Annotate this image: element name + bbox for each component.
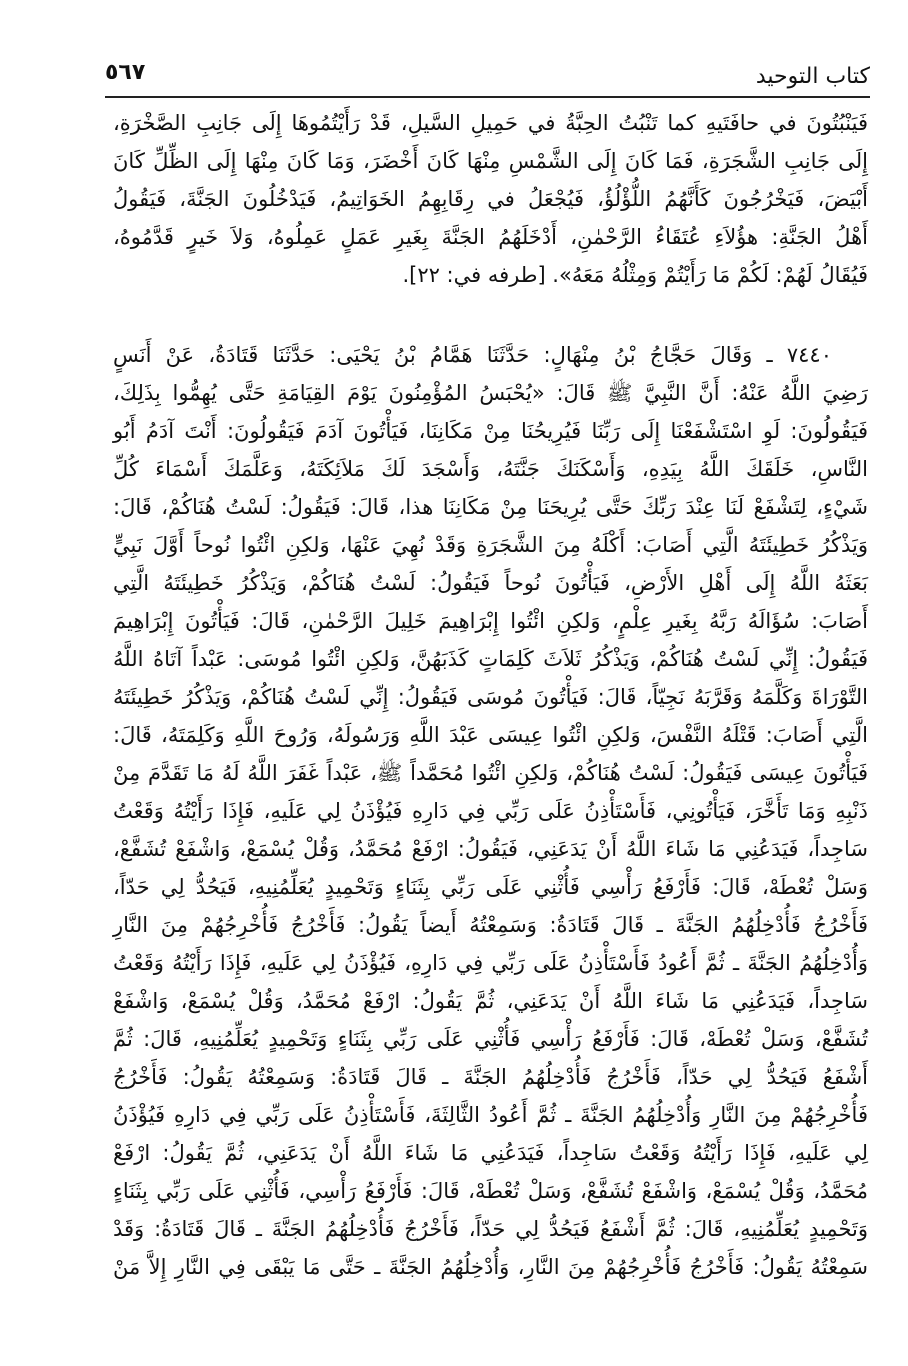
text-line: لِي عَلَيهِ، فَإِذَا رَأَيْتُهُ وَقَعْتُ سَاجِداً، فَيَدَعُنِي مَا شَاءَ اللَّهُ أَنْ يَدَعَنِي، ثُمَّ يَقُولُ: ارْفَعْ <box>113 1141 868 1165</box>
text-line: الَّتِي أَصَابَ: قَتْلَهُ النَّفْسَ، وَلكِنِ ائْتُوا عِيسَى عَبْدَ اللَّهِ وَرَسُولَهُ، وَرُوحَ اللَّهِ وَكَلِمَتَهُ، قَالَ: <box>113 723 868 747</box>
text-line: شَيْءٍ، لِتَشْفَعْ لَنَا عِنْدَ رَبِّكَ حَتَّى يُرِيحَنَا مِنْ مَكَانِنَا هذا، قَالَ: فَيَقُولُ: لَسْتُ هُنَاكُمْ، قَالَ: <box>113 495 868 519</box>
text-line: سَمِعْتُهُ يَقُولُ: فَأَخْرُجُ فَأُخْرِجُهُمْ مِنَ النَّارِ، وَأُدْخِلُهُمُ الجَنَّةَ ـ حَتَّى مَا يَبْقَى فِي النَّارِ إِلاَّ مَنْ <box>113 1255 868 1279</box>
page-number: ٥٦٧ <box>105 60 146 85</box>
text-line: وَتَحْمِيدٍ يُعَلِّمُنِيهِ، قَالَ: ثُمَّ أَشْفَعُ فَيَحُدُّ لِي حَدّاً، فَأَخْرُجُ فَأُدْخِلُهُمُ الجَنَّةَ ـ قَالَ قَتَادَةُ: وَقَدْ <box>113 1217 868 1241</box>
running-header <box>105 56 870 96</box>
text-line: فَأُخْرِجُهُمْ مِنَ النَّارِ وَأُدْخِلُهُمُ الجَنَّةَ ـ ثُمَّ أَعُودُ الثَّالِثَةَ، فَأَسْتَأْذِنُ عَلَى رَبِّي فِي دَارِهِ فَيُؤْذَنُ <box>113 1103 868 1127</box>
text-line: فَيَقُولُونَ: لَوِ اسْتَشْفَعْنَا إِلَى رَبِّنَا فَيُرِيحُنَا مِنْ مَكَانِنَا، فَيَأْتُونَ آدَمَ فَيَقُولُونَ: أَنْتَ آدَمُ أَبُو <box>113 419 868 443</box>
text-line: إِلَى جَانِبِ الشَّجَرَةِ، فَمَا كَانَ إِلَى الشَّمْسِ مِنْهَا كَانَ أَخْضَرَ، وَمَا كَانَ مِنْهَا إِلَى الظِّلِّ كَانَ <box>113 149 868 173</box>
text-line: وَأُدْخِلُهُمُ الجَنَّةَ ـ ثُمَّ أَعُودُ فَأَسْتَأْذِنُ عَلَى رَبِّي فِي دَارِهِ، فَيُؤْذَنُ لِي عَلَيهِ، فَإِذَا رَأَيْتُهُ وَقَعْتُ <box>113 951 868 975</box>
text-line: بَعَثَهُ اللَّهُ إِلَى أَهْلِ الأَرْضِ، فَيَأْتُونَ نُوحاً فَيَقُولُ: لَسْتُ هُنَاكُمْ، وَيَذْكُرُ خَطِيئَتَهُ الَّتِي <box>113 571 868 595</box>
paragraph-1 <box>113 104 868 294</box>
text-line: أَهْلُ الجَنَّةِ: هؤُلاَءِ عُتَقَاءُ الرَّحْمٰنِ، أَدْخَلَهُمُ الجَنَّةَ بِغَيرِ عَمَلٍ عَمِلُوهُ، وَلاَ خَيرٍ قَدَّمُوهُ، <box>113 225 868 249</box>
header-rule <box>105 96 870 98</box>
text-line: أَصَابَ: سُؤَالَهُ رَبَّهُ بِغَيرِ عِلْمٍ، وَلكِنِ ائْتُوا إِبْرَاهِيمَ خَلِيلَ الرَّحْمٰنِ، قَالَ: فَيَأْتُونَ إِبْرَاهِيمَ <box>113 609 868 633</box>
text-line: التَّوْرَاةَ وَكَلَّمَهُ وَقَرَّبَهُ نَجِيّاً، قَالَ: فَيَأْتُونَ مُوسَى فَيَقُولُ: إِنِّي لَسْتُ هُنَاكُمْ، وَيَذْكُرُ خَطِيئَتَهُ <box>113 685 868 709</box>
text-line: سَاجِداً، فَيَدَعُنِي مَا شَاءَ اللَّهُ أَنْ يَدَعَنِي، ثُمَّ يَقُولُ: ارْفَعْ مُحَمَّدُ، وَقُلْ يُسْمَعْ، وَاشْفَعْ <box>113 989 868 1013</box>
text-line: فَأَخْرُجُ فَأُدْخِلُهُمُ الجَنَّةَ ـ قَالَ قَتَادَةُ: وَسَمِعْتُهُ أَيضاً يَقُولُ: فَأَخْرُجُ فَأُخْرِجُهُمْ مِنَ النَّارِ <box>113 913 868 937</box>
hadith-7440-paragraph <box>113 336 868 1286</box>
text-line: فَيَنْبُتُونَ في حافَتَيهِ كما تَنْبُتُ الحِبَّةُ في حَمِيلِ السَّيلِ، قَدْ رَأَيْتُمُوهَا إِلَى جَانِبِ الصَّخْرَةِ، <box>113 111 868 135</box>
text-line: أَشْفَعُ فَيَحُدُّ لِي حَدّاً، فَأَخْرُجُ فَأُدْخِلُهُمُ الجَنَّةَ ـ قَالَ قَتَادَةُ: وَسَمِعْتُهُ يَقُولُ: فَأَخْرُجُ <box>113 1065 868 1089</box>
text-line: النَّاسِ، خَلَقَكَ اللَّهُ بِيَدِهِ، وَأَسْكَنَكَ جَنَّتَهُ، وَأَسْجَدَ لَكَ مَلاَئِكَتَهُ، وَعَلَّمَكَ أَسْمَاءَ كُلِّ <box>113 457 868 481</box>
text-line: فَيُقَالُ لَهُمْ: لَكُمْ مَا رَأَيْتُمْ وَمِثْلُهُ مَعَهُ». [طرفه في: ٢٢]. <box>402 263 868 287</box>
text-line: أَبْيَضَ، فَيَخْرُجُونَ كَأَنَّهُمُ اللُّؤْلُؤُ، فَيُجْعَلُ في رِقَابِهِمُ الخَوَاتِيمُ، فَيَدْخُلُونَ الجَنَّةَ، فَيَقُولُ <box>113 187 868 211</box>
book-title: كتاب التوحيد <box>755 64 870 89</box>
text-line: سَاجِداً، فَيَدَعُنِي مَا شَاءَ اللَّهُ أَنْ يَدَعَنِي، فَيَقُولُ: ارْفَعْ مُحَمَّدُ، وَقُلْ يُسْمَعْ، وَاشْفَعْ تُشَفَّعْ، <box>113 837 868 861</box>
text-line: فَيَقُولُ: إِنِّي لَسْتُ هُنَاكُمْ، وَيَذْكُرُ ثَلاَثَ كَلِمَاتٍ كَذَبَهُنَّ، وَلكِنِ ائْتُوا مُوسَى: عَبْداً آتَاهُ اللَّهُ <box>113 647 868 671</box>
text-line: تُشَفَّعْ، وَسَلْ تُعْطَهْ، قَالَ: فَأَرْفَعُ رَأْسِي فَأُثْنِي عَلَى رَبِّي بِثَنَاءٍ وَتَحْمِيدٍ يُعَلِّمُنِيهِ، قَالَ: ثُمَّ <box>113 1027 868 1051</box>
text-line: وَسَلْ تُعْطَهْ، قَالَ: فَأَرْفَعُ رَأْسِي فَأُثْنِي عَلَى رَبِّي بِثَنَاءٍ وَتَحْمِيدٍ يُعَلِّمُنِيهِ، فَيَحُدُّ لِي حَدّاً، <box>113 875 868 899</box>
text-line: فَيَأْتُونَ عِيسَى فَيَقُولُ: لَسْتُ هُنَاكُمْ، وَلكِنِ ائْتُوا مُحَمَّداً ﷺ، عَبْداً غَفَرَ اللَّهُ لَهُ مَا تَقَدَّمَ مِنْ <box>113 761 868 785</box>
text-line: مُحَمَّدُ، وَقُلْ يُسْمَعْ، وَاشْفَعْ تُشَفَّعْ، وَسَلْ تُعْطَهْ، قَالَ: فَأَرْفَعُ رَأْسِي، فَأُثْنِي عَلَى رَبِّي بِثَنَاءٍ <box>113 1179 868 1203</box>
text-line: رَضِيَ اللَّهُ عَنْهُ: أَنَّ النَّبِيَّ ﷺ قَالَ: «يُحْبَسُ المُؤْمِنُونَ يَوْمَ القِيَامَةِ حَتَّى يُهِمُّوا بِذَلِكَ، <box>113 381 868 405</box>
text-line: وَيَذْكُرُ خَطِيئَتَهُ الَّتِي أَصَابَ: أَكْلَهُ مِنَ الشَّجَرَةِ وَقَدْ نُهِيَ عَنْهَا، وَلكِنِ ائْتُوا نُوحاً أَوَّلَ نَبِيٍّ <box>113 533 868 557</box>
text-line: ٧٤٤٠ ـ وَقَالَ حَجَّاجُ بْنُ مِنْهَالٍ: حَدَّثَنَا هَمَّامُ بْنُ يَحْيَى: حَدَّثَنَا قَتَادَةُ، عَنْ أَنَسٍ <box>113 343 832 367</box>
text-line: ذَنْبِهِ وَمَا تَأَخَّرَ، فَيَأْتُونِي، فَأَسْتَأْذِنُ عَلَى رَبِّي فِي دَارِهِ فَيُؤْذَنُ لِي عَلَيهِ، فَإِذَا رَأَيْتُهُ وَقَعْتُ <box>113 799 868 823</box>
